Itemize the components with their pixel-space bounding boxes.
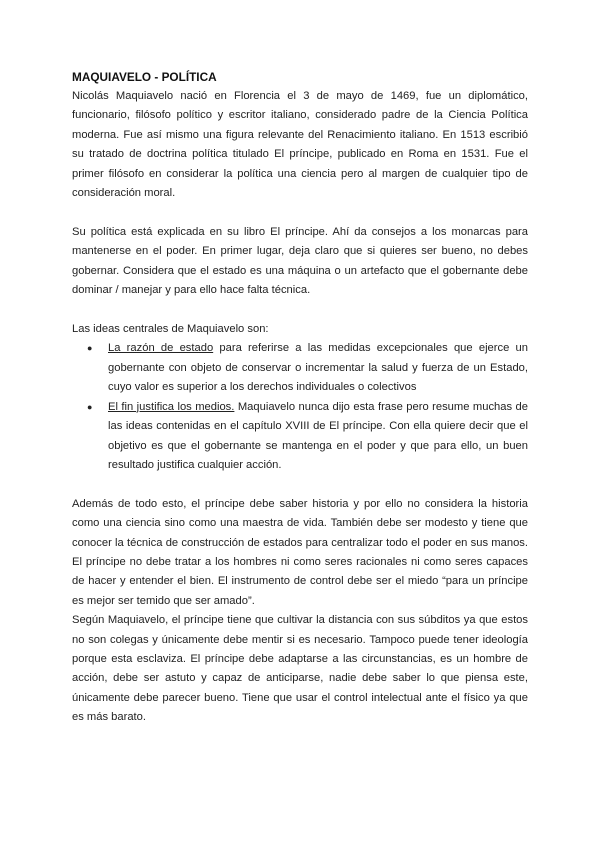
paragraph-prince-knowledge: Además de todo esto, el príncipe debe saber historia y por ello no considera la historia como una ciencia sino como una maestra de vida. También debe ser modesto y tiene que conocer la técnica de construcción de estados para centralizar todo el poder en sus manos. El príncipe no debe tratar a los hombres ni como seres racionales ni como seres capaces de hacer y entender el bien. El instrumento de control debe ser el miedo “para un príncipe es mejor ser temido que ser amado”. (72, 497, 528, 607)
bullet-icon: ● (87, 401, 93, 412)
idea-text: para referirse a las medidas excepcionales que ejerce un gobernante con objeto de conservar o incrementar la salud y fuerza de un Estado, cuyo valor es superior a los derechos individuales o colectivos (108, 342, 528, 394)
idea-text: Maquiavelo nunca dijo esta frase pero resume muchas de las ideas contenidas en el capítulo XVIII de El príncipe. Con ella quiere decir que el objetivo es que el gobernante se mantenga en el poder y que para ello, un buen resultado justifica cualquier acción. (108, 400, 528, 471)
bullet-icon: ● (87, 343, 93, 354)
central-ideas-list (72, 339, 528, 475)
paragraph-spacer (72, 301, 528, 321)
idea-term: El fin justifica los medios. (108, 400, 235, 413)
idea-term: La razón de estado (108, 342, 214, 355)
paragraph-prince-distance: Según Maquiavelo, el príncipe tiene que cultivar la distancia con sus súbditos ya que estos no son colegas y únicamente debe mentir si es necesario. Tampoco puede tener ideología porque esta esclaviza. El príncipe debe adaptarse a las circunstancias, es un hombre de acción, debe ser astuto y capaz de anticiparse, nadie debe saber lo que piensa este, únicamente debe parecer bueno. Tiene que usar el control intelectual ante el físico ya que es más barato. (72, 614, 528, 724)
paragraph-spacer (72, 203, 528, 223)
list-intro: Las ideas centrales de Maquiavelo son: (72, 323, 269, 336)
paragraph-politics: Su política está explicada en su libro El príncipe. Ahí da consejos a los monarcas para mantenerse en el poder. En primer lugar, deja claro que si quieres ser bueno, no debes gobernar. Considera que el estado es una máquina o un artefacto que el gobernante debe dominar / manejar y para ello hace falta técnica. (72, 225, 528, 297)
list-item (87, 398, 528, 476)
list-item (87, 339, 528, 397)
paragraph-spacer (72, 475, 528, 495)
document-title: MAQUIAVELO - POLÍTICA (72, 70, 217, 84)
document-page (72, 68, 528, 728)
paragraph-biography: Nicolás Maquiavelo nació en Florencia el 3 de mayo de 1469, fue un diplomático, funcionario, filósofo político y escritor italiano, considerado padre de la Ciencia Política moderna. Fue así mismo una figura relevante del Renacimiento italiano. En 1513 escribió su tratado de doctrina política titulado El príncipe, publicado en Roma en 1531. Fue el primer filósofo en considerar la política una ciencia pero al margen de cualquier tipo de consideración moral. (72, 90, 528, 200)
